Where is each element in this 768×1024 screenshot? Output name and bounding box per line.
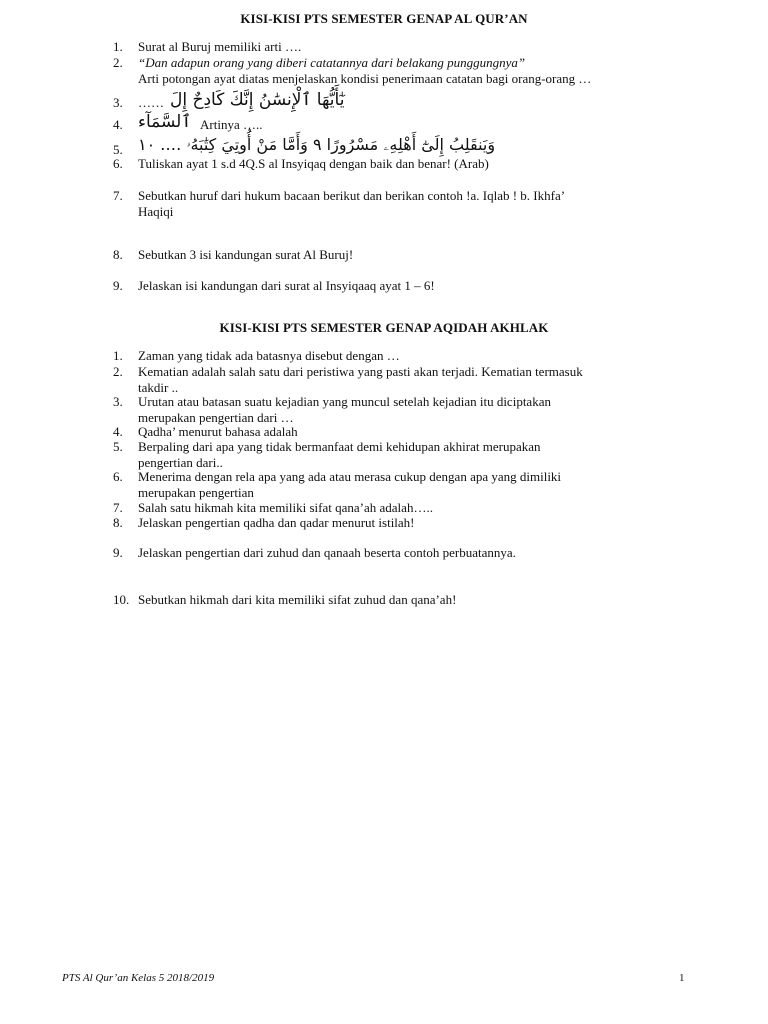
item-number: 10. — [113, 592, 130, 607]
item-number: 7. — [113, 188, 123, 203]
arabic-verse: يٰٓأَيُّهَا ٱلْإِنسَٰنُ إِنَّكَ كَادِحٌ إِلَ — [170, 90, 345, 110]
item-number: 1. — [113, 39, 123, 54]
item-number: 9. — [113, 278, 123, 293]
item-text: Berpaling dari apa yang tidak bermanfaat demi kehidupan akhirat merupakan — [138, 439, 541, 454]
item-number: 9. — [113, 545, 123, 560]
item-text: “Dan adapun orang yang diberi catatannya dari belakang punggungnya” — [138, 55, 526, 70]
item-number: 8. — [113, 247, 123, 262]
arabic-verse: ٱلسَّمَآء — [138, 112, 192, 132]
item-text: Salah satu hikmah kita memiliki sifat qana’ah adalah….. — [138, 500, 433, 515]
item-number: 3. — [113, 394, 123, 409]
item-text: …… — [138, 95, 164, 110]
item-text: Surat al Buruj memiliki arti …. — [138, 39, 302, 54]
quran-section-title: KISI-KISI PTS SEMESTER GENAP AL QUR’AN — [240, 11, 528, 26]
item-number: 7. — [113, 500, 123, 515]
item-text: Urutan atau batasan suatu kejadian yang muncul setelah kejadian itu diciptakan — [138, 394, 551, 409]
item-number: 2. — [113, 55, 123, 70]
item-text: Sebutkan 3 isi kandungan surat Al Buruj! — [138, 247, 354, 262]
item-text: Qadha’ menurut bahasa adalah — [138, 424, 298, 439]
footer-text: PTS Al Qur’an Kelas 5 2018/2019 — [62, 972, 215, 984]
item-text: Jelaskan pengertian qadha dan qadar menurut istilah! — [138, 515, 415, 530]
item-text: Sebutkan huruf dari hukum bacaan berikut dan berikan contoh !a. Iqlab ! b. Ikhfa’ — [138, 188, 566, 203]
item-text: Sebutkan hikmah dari kita memiliki sifat zuhud dan qana’ah! — [138, 592, 457, 607]
item-number: 6. — [113, 469, 123, 484]
item-number: 4. — [113, 424, 123, 439]
item-text-continued: Arti potongan ayat diatas menjelaskan kondisi penerimaan catatan bagi orang-orang … — [138, 71, 592, 86]
item-text-continued: takdir .. — [138, 380, 179, 395]
item-text: Kematian adalah salah satu dari peristiwa yang pasti akan terjadi. Kematian termasuk — [138, 364, 583, 379]
item-text: Artinya ….. — [200, 117, 263, 132]
aqidah-section-title: KISI-KISI PTS SEMESTER GENAP AQIDAH AKHLAK — [219, 320, 549, 335]
item-number: 6. — [113, 156, 123, 171]
item-number: 1. — [113, 348, 123, 363]
item-text-continued: Haqiqi — [138, 204, 174, 219]
item-number: 8. — [113, 515, 123, 530]
item-text: Jelaskan isi kandungan dari surat al Insyiqaaq ayat 1 – 6! — [138, 278, 435, 293]
item-number: 4. — [113, 117, 123, 132]
arabic-verse: وَيَنقَلِبُ إِلَىٰٓ أَهْلِهِۦ مَسْرُورًا ٩ وَأَمَّا مَنْ أُوتِيَ كِتَٰبَهُۥ …. ١٠ — [138, 135, 496, 154]
page-number: 1 — [679, 972, 685, 984]
item-text: Jelaskan pengertian dari zuhud dan qanaah beserta contoh perbuatannya. — [138, 545, 516, 560]
item-text: Tuliskan ayat 1 s.d 4Q.S al Insyiqaq dengan baik dan benar! (Arab) — [138, 156, 489, 171]
item-text: Zaman yang tidak ada batasnya disebut dengan … — [138, 348, 400, 363]
item-number: 5. — [113, 439, 123, 454]
item-text: Menerima dengan rela apa yang ada atau merasa cukup dengan apa yang dimiliki — [138, 469, 562, 484]
item-text-continued: pengertian dari.. — [138, 455, 223, 470]
item-number: 2. — [113, 364, 123, 379]
item-number: 5. — [113, 142, 123, 157]
item-text-continued: merupakan pengertian — [138, 485, 254, 500]
item-number: 3. — [113, 95, 123, 110]
item-text-continued: merupakan pengertian dari … — [138, 410, 294, 425]
